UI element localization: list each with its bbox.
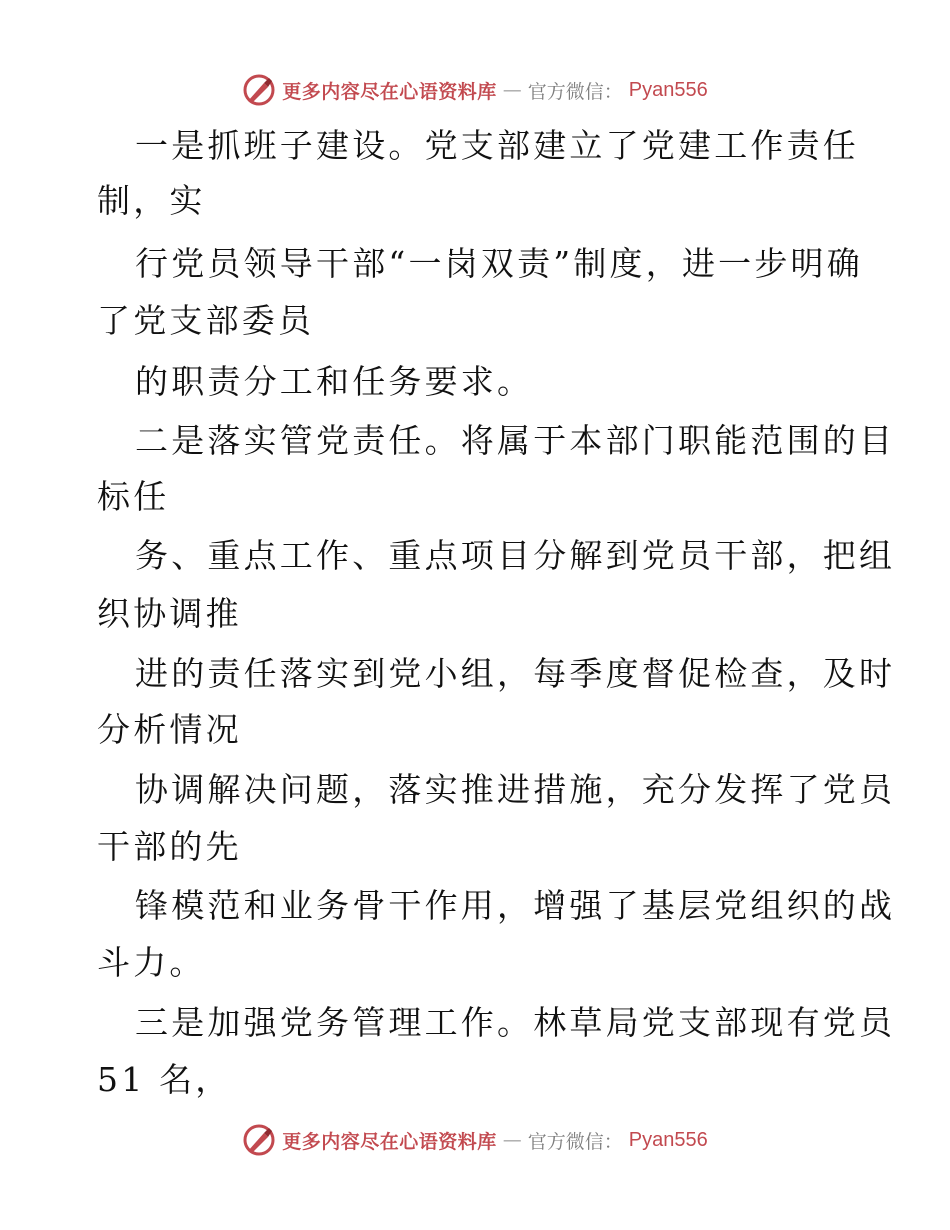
text-line: 51 名， [97,1060,232,1099]
watermark-official-label: 官方微信： [527,1130,623,1153]
text-line: 了党支部委员 [97,301,315,340]
text-line: 的职责分工和任务要求。 [135,362,534,401]
watermark-separator: — [502,79,522,101]
text-line: 一是抓班子建设。党支部建立了党建工作责任 [135,126,859,165]
header-watermark [0,70,950,110]
text-line: 织协调推 [97,594,242,633]
watermark-text: 更多内容尽在心语资料库 [282,80,497,103]
pen-logo-icon [242,1123,276,1157]
text-line: 分析情况 [97,710,242,749]
footer-watermark [0,1120,950,1160]
text-line: 务、重点工作、重点项目分解到党员干部，把组 [135,536,896,575]
text-line: 干部的先 [97,827,242,866]
text-line: 协调解决问题，落实推进措施，充分发挥了党员 [135,770,896,809]
watermark-text: 更多内容尽在心语资料库 [282,1130,497,1153]
pen-logo-icon [242,73,276,107]
watermark-separator: — [502,1129,522,1151]
watermark-official-label: 官方微信： [527,80,623,103]
text-line: 制，实 [97,181,206,220]
text-line: 斗力。 [97,943,206,982]
text-line: 标任 [97,477,170,516]
text-line: 进的责任落实到党小组，每季度督促检查，及时 [135,654,896,693]
text-line: 三是加强党务管理工作。林草局党支部现有党员 [135,1003,896,1042]
watermark-wechat-id: Pyan556 [628,78,708,101]
watermark-wechat-id: Pyan556 [628,1128,708,1151]
text-line: 锋模范和业务骨干作用，增强了基层党组织的战 [135,886,896,925]
text-line: 二是落实管党责任。将属于本部门职能范围的目 [135,421,896,460]
text-line: 行党员领导干部“一岗双责”制度，进一步明确 [135,244,863,283]
